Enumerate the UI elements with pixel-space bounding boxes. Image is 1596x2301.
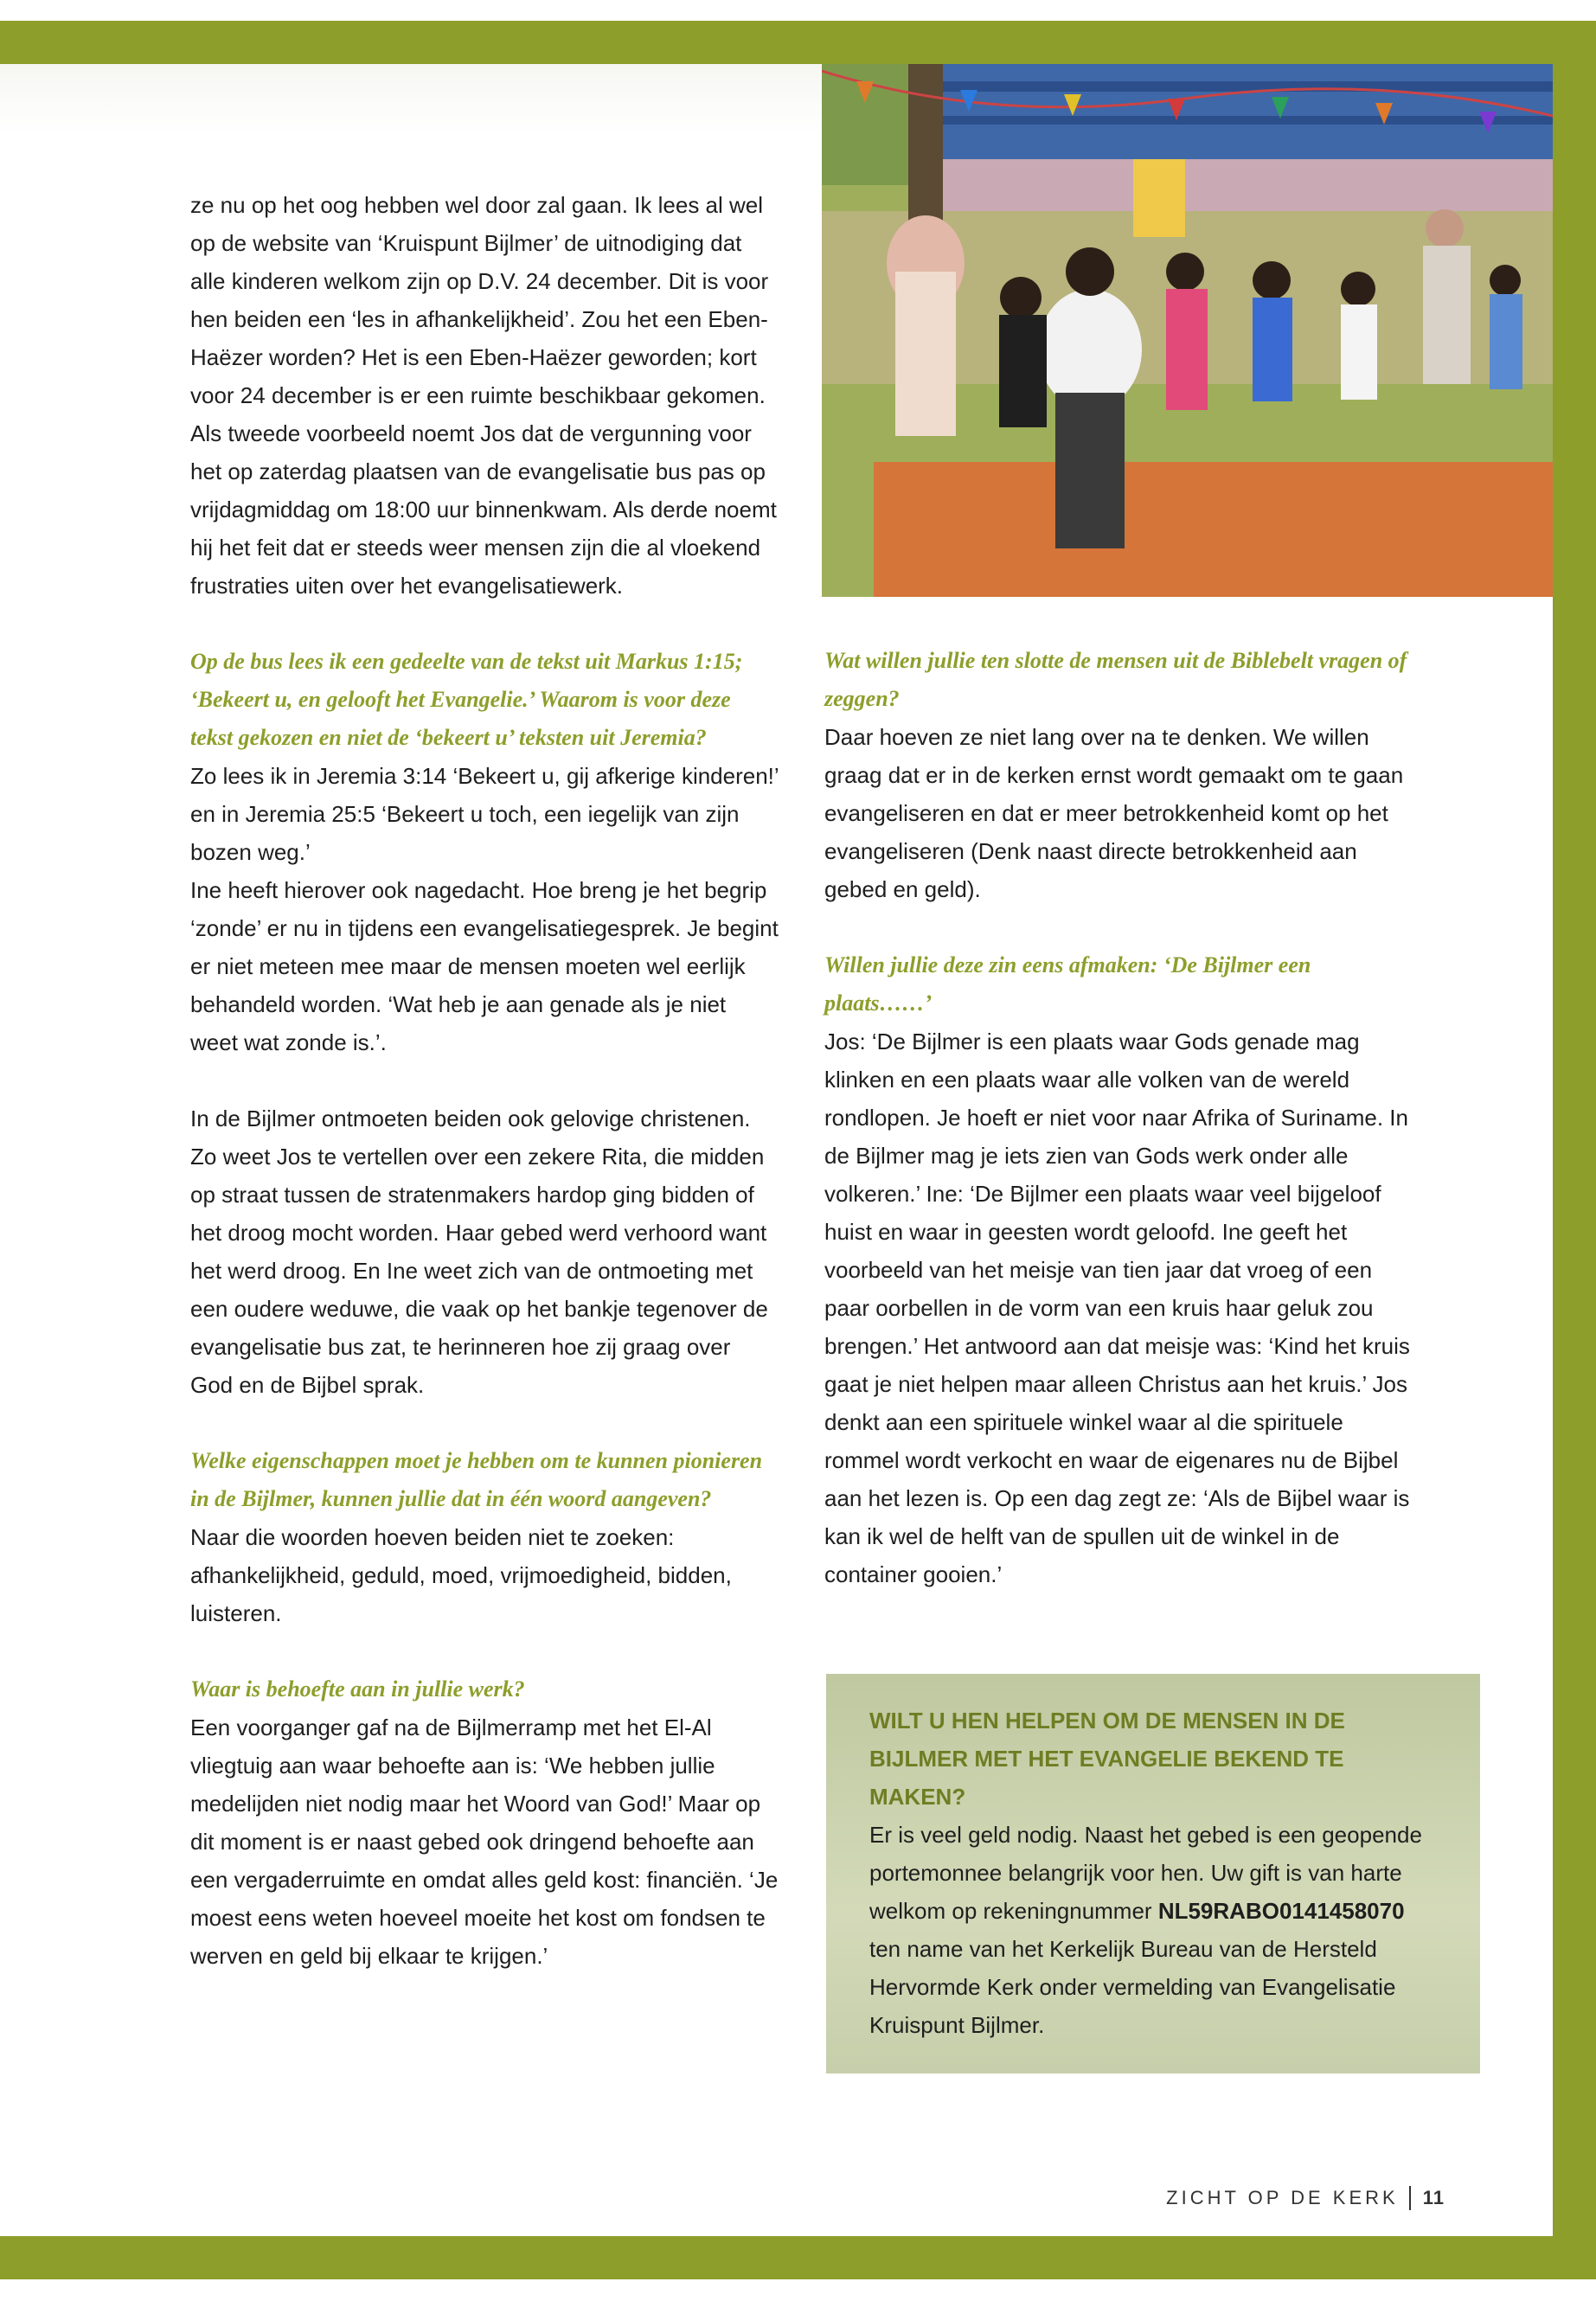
answer-complete-sentence: Jos: ‘De Bijlmer is een plaats waar Gods genade mag klinken en een plaats waar alle volken van de wereld rondlopen. Je hoeft er niet voor naar Afrika of Suriname. In de Bijlmer mag je iets zien van Gods werk onder alle volkeren.’ Ine: ‘De Bijlmer een plaats waar veel bijgeloof huist en waar in geesten wordt geloofd. Ine geeft het voorbeeld van het meisje van tien jaar dat vroeg of een paar oorbellen in de vorm van een kruis haar geluk zou brengen.’ Het antwoord aan dat meisje was: ‘Kind het kruis gaat je niet helpen maar alleen Christus aan het kruis.’ Jos denkt aan een spirituele winkel waar al die spirituele rommel wordt verkocht en waar de eigenares nu de Bijbel aan het lezen is. Op een dag zegt ze: ‘Als de Bijbel waar is kan ik wel de helft van de spullen uit de winkel in de container gooien.’ (824, 1029, 1410, 1587)
callout-text (869, 1816, 1423, 2044)
page-number: 11 (1422, 2187, 1445, 2208)
answer-zonde: Ine heeft hierover ook nagedacht. Hoe breng je het begrip ‘zonde’ er nu in tijdens een evangelisatiegesprek. Je begint er niet meteen mee maar de mensen moeten wel eerlijk behandeld worden. ‘Wat heb je aan genade als je niet weet wat zonde is.’. (190, 877, 779, 1055)
paragraph-intro: ze nu op het oog hebben wel door zal gaan. Ik lees al wel op de website van ‘Kruispunt Bijlmer’ de uitnodiging dat alle kinderen welkom zijn op D.V. 24 december. Dit is voor hen beiden een ‘les in afhankelijkheid’. Zou het een Eben-Haëzer worden? Het is een Eben-Haëzer geworden; kort voor 24 december is er een ruimte beschikbaar gekomen. Als tweede voorbeeld noemt Jos dat de vergunning voor het op zaterdag plaatsen van de evangelisatie bus pas op vrijdagmiddag om 18:00 uur binnenkwam. Als derde noemt hij het feit dat er steeds weer mensen zijn die al vloekend frustraties uiten over het evangelisatiewerk. (190, 192, 777, 599)
outdoor-gathering-photo (822, 64, 1553, 597)
paragraph-believers: In de Bijlmer ontmoeten beiden ook gelovige christenen. Zo weet Jos te vertellen over een zekere Rita, die midden op straat tussen de stratenmakers hardop ging bidden of het droog mocht worden. Haar gebed werd verhoord want het werd droog. En Ine weet zich van de ontmoeting met een oudere weduwe, die vaak op het bankje tegenover de evangelisatie bus zat, te herinneren hoe zij graag over God en de Bijbel sprak. (190, 1106, 768, 1398)
article-left-column (190, 186, 779, 1975)
bottom-border-band (0, 2236, 1596, 2279)
callout-text-after: ten name van het Kerkelijk Bureau van de Hersteld Hervormde Kerk onder vermelding van Evangelisatie Kruispunt Bijlmer. (869, 1936, 1396, 2038)
footer-divider (1409, 2186, 1411, 2210)
question-complete-sentence: Willen jullie deze zin eens afmaken: ‘De Bijlmer een plaats……’ (824, 952, 1311, 1016)
callout-text-before: Er is veel geld nodig. Naast het gebed is een geopende portemonnee belangrijk voor hen. Uw gift is van harte welkom op rekeningnummer (869, 1822, 1422, 1924)
page-footer (1166, 2186, 1445, 2210)
answer-needs: Een voorganger gaf na de Bijlmerramp met het El-Al vliegtuig aan waar behoefte aan is: ‘We hebben jullie medelijden niet nodig maar het Woord van God!’ Maar op dit moment is er naast gebed ook dringend behoefte aan een vergaderruimte en omdat alles geld kost: financiën. ‘Je moest eens weten hoeveel moeite het kost om fondsen te werven en geld bij elkaar te krijgen.’ (190, 1715, 779, 1969)
answer-jeremia: Zo lees ik in Jeremia 3:14 ‘Bekeert u, gij afkerige kinderen!’ en in Jeremia 25:5 ‘Bekeert u toch, een iegelijk van zijn bozen weg.’ (190, 763, 779, 865)
question-biblebelt: Wat willen jullie ten slotte de mensen uit de Biblebelt vragen of zeggen? (824, 648, 1407, 711)
question-needs: Waar is behoefte aan in jullie werk? (190, 1676, 525, 1702)
answer-biblebelt: Daar hoeven ze niet lang over na te denken. We willen graag dat er in de kerken ernst wordt gemaakt om te gaan evangeliseren en dat er meer betrokkenheid komt op het evangeliseren (Denk naast directe betrokkenheid aan gebed en geld). (824, 724, 1404, 902)
question-markus: Op de bus lees ik een gedeelte van de tekst uit Markus 1:15; ‘Bekeert u, en gelooft het Evangelie.’ Waarom is voor deze tekst gekozen en niet de ‘bekeert u’ teksten uit Jeremia? (190, 649, 743, 750)
article-right-column (824, 642, 1421, 1593)
top-border-band (0, 21, 1596, 64)
donation-callout-box (826, 1674, 1480, 2073)
magazine-name: ZICHT OP DE KERK (1166, 2187, 1399, 2208)
callout-title: WILT U HEN HELPEN OM DE MENSEN IN DE BIJLMER MET HET EVANGELIE BEKEND TE MAKEN? (869, 1708, 1345, 1810)
answer-qualities: Naar die woorden hoeven beiden niet te zoeken: afhankelijkheid, geduld, moed, vrijmoedigheid, bidden, luisteren. (190, 1524, 732, 1626)
bank-account-number: NL59RABO0141458070 (1157, 1898, 1405, 1924)
question-qualities: Welke eigenschappen moet je hebben om te kunnen pionieren in de Bijlmer, kunnen jullie dat in één woord aangeven? (190, 1448, 763, 1511)
right-border-band (1553, 21, 1596, 2270)
